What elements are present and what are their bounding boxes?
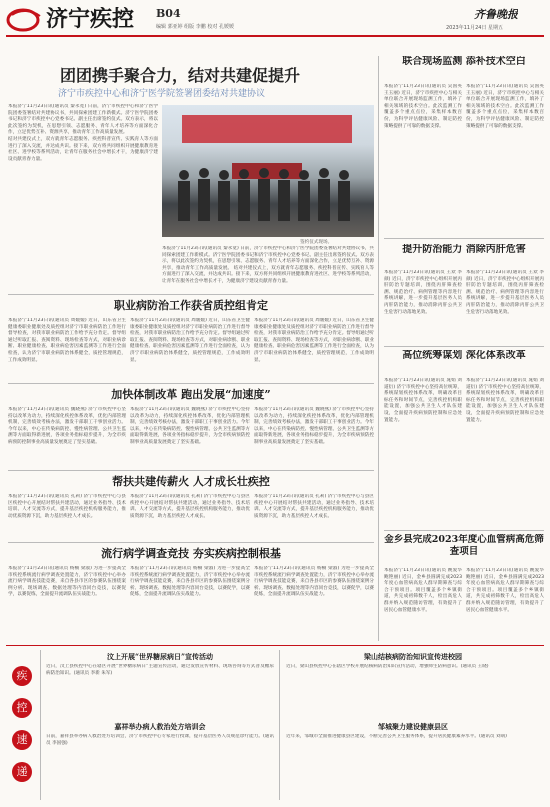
headline-field-monitoring: 联合现场监测 添补技术空白 (402, 56, 526, 67)
brief-title-char: 疾 (12, 666, 32, 686)
body-talent-cont: 本报济宁11月23日讯(通讯员 孔莉) 济宁市疾控中心与县区疾控中心开展结对帮扶共建活动，通过业务指导、技术培训、人才交流等方式，提升基层疾控机构服务能力，推动优质资源下沉，助力基层疾控人才成长。 (130, 494, 250, 519)
body-occupational-disease-cont2: 本报济宁11月23日讯(通讯员 周媛媛) 近日，山东省卫生健康委职业健康处及质控组对济宁市职业病防治工作进行督导检查，对我市职业病防治工作给予充分肯定。督导组通过听取汇报、查阅资料、现场检查等方式，对职业病诊断、职业健康检查、职业病危害因素监测等工作进行全面检查，认为济宁市职业病防治体系健全，质控管理规范，工作成效明显。 (254, 318, 374, 363)
brief-title-char: 控 (12, 698, 32, 718)
divider (384, 530, 544, 531)
brief-column (6, 645, 544, 803)
headline-system-reform: 高位统筹谋划 深化体系改革 (402, 350, 526, 361)
lead-headline: 团团携手聚合力，结对共建促提升 (60, 66, 301, 85)
masthead-rule (6, 35, 544, 37)
divider (8, 294, 374, 295)
body-talent-cont2: 本报济宁11月23日讯(通讯员 孔莉) 济宁市疾控中心与县区疾控中心开展结对帮扶共建活动，通过业务指导、技术培训、人才交流等方式，提升基层疾控机构服务能力，推动优质资源下沉，助力基层疾控人才成长。 (254, 494, 374, 519)
body-system-reform-cont: 本报济宁11月23日讯(通讯员 晁娟 刘道衍) 济宁市疾控中心坚持高位统筹，系统谋划疾控体系改革，明确改革目标任务和时间节点，完善疾控机构职能设置，加强公共卫生人才队伍建设，全面提升疾病预防控制和应急处置能力。 (466, 378, 544, 423)
brief-title-char: 递 (12, 762, 32, 782)
body-epidemiology: 本报济宁11月23日讯(通讯员 杨楠 梁淑) 为进一步提高全市疾控系统流行病学调查处置能力，济宁市疾控中心举办流行病学调查技能竞赛，来自各县市区的参赛队伍围绕案例分析、现场调查、数据处理等内容同台竞技，以赛促学，以赛促练，全面提升流调队伍实战能力。 (8, 566, 126, 598)
body-system-reform: 本报济宁11月23日讯(通讯员 晁娟 刘道衍) 济宁市疾控中心坚持高位统筹，系统谋划疾控体系改革，明确改革目标任务和时间节点，完善疾控机构职能设置，加强公共卫生人才队伍建设，全面提升疾病预防控制和应急处置能力。 (384, 378, 462, 423)
divider (8, 383, 374, 384)
paper-name: 齐鲁晚报 (474, 8, 518, 21)
headline-talent: 帮扶共建传薪火 人才成长壮疾控 (112, 475, 270, 488)
column-divider (378, 56, 379, 641)
brief-headline: 汶上开展“世界糖尿病日”宣传活动 (106, 652, 214, 661)
brief-body: 近年来，邹城市全面推进健康县区建设，不断完善公共卫生服务体系，提升居民健康素养水平。(通讯员 刘萌) (286, 734, 507, 739)
body-talent: 本报济宁11月23日讯(通讯员 孔莉) 济宁市疾控中心与县区疾控中心开展结对帮扶共建活动，通过业务指导、技术培训、人才交流等方式，提升基层疾控机构服务能力，推动优质资源下沉，助力基层疾控人才成长。 (8, 494, 126, 519)
body-occupational-disease-cont: 本报济宁11月23日讯(通讯员 周媛媛) 近日，山东省卫生健康委职业健康处及质控组对济宁市职业病防治工作进行督导检查，对我市职业病防治工作给予充分肯定。督导组通过听取汇报、查阅资料、现场检查等方式，对职业病诊断、职业健康检查、职业病危害因素监测等工作进行全面检查，认为济宁市职业病防治体系健全，质控管理规范，工作成效明显。 (130, 318, 250, 363)
brief-headline: 嘉祥举办病人救治处方培训会 (114, 722, 206, 731)
brief-divider (40, 650, 41, 800)
brief-headline: 邹城聚力建设健康县区 (378, 722, 448, 731)
editors-line: 编辑 郭亚婷 组版 李鹏 校对 孔媛媛 (156, 24, 234, 30)
lead-body: 本报济宁11月23日讯(通讯员 秦永宽) 日前，济宁市疾控中心和济宁医学院团委签署结对共建协议书，共同探索团建工作新模式。济宁医学院团委书记和济宁市疾控中心党委书记、副主任出席签约仪式。双方表示，将以此次签约为契机，在思想引领、志愿服务、青年人才培养等方面深化合作，立足优势互补、资源共享，推动青年工作高质量发展。 结对共建仪式上，双方就青年志愿服务、疾控科普宣传、实践育人等方面进行了深入交流，并达成共识。接下来，双方将共同组织开展健康教育进社区、进学校等系列活动，让青年在服务社会中增长才干，为健康济宁建设贡献青春力量。 (8, 104, 158, 162)
body-hepatitis-c-cont: 本报济宁11月23日讯(通讯员 王欢 李颜) 近日，济宁市疾控中心组织开展丙肝防治专题培训，围绕丙肝筛查检测、规范治疗、病例管理等内容进行系统讲解，进一步提升基层医务人员丙肝防治能力，推动消除丙肝公共卫生危害行动落地见效。 (466, 270, 544, 315)
brief-divider (279, 650, 280, 800)
headline-hepatitis-c: 提升防治能力 消除丙肝危害 (402, 244, 526, 255)
lead-photo-caption: 签约仪式现场。 (300, 240, 333, 245)
lead-subhead: 济宁市疾控中心和济宁医学院签署团委结对共建协议 (58, 89, 266, 99)
issue-date: 2023年11月24日 星期五 (446, 25, 504, 31)
body-field-monitoring-cont: 本报济宁11月23日讯(通讯员 吴国英 王玉丽) 近日，济宁市疾控中心与相关单位联合开展现场监测工作，填补了相关领域的技术空白。此次监测工作覆盖多个重点点位，采集样本数百份，为科学评估健康风险、制定防控策略提供了可靠的数据支撑。 (466, 84, 544, 129)
divider (8, 542, 374, 543)
divider (384, 238, 544, 239)
body-reform-cont: 本报济宁11月23日讯(通讯员 魏晓燕) 济宁市疾控中心坚持以改革为动力，持续深化疾控体系改革，优化内部管理机制，完善绩效考核办法，激发干部职工干事创业活力。今年以来，中心在传染病防控、慢性病管理、公共卫生监测等方面取得新进展，各项业务指标稳步提升，为全市疾病预防控制事业高质量发展奠定了坚实基础。 (130, 407, 250, 445)
brief-headline: 梁山结核病防治知识宣传进校园 (364, 652, 462, 661)
brief-column-title (12, 666, 34, 782)
page-number: B04 (156, 8, 181, 20)
brief-body: 近日，汶上县疾控中心在辖区开展“世界糖尿病日”主题宣传活动，通过发放宣传材料、现场咨询等方式普及糖尿病防治知识。(通讯员 李新 朱军) (46, 664, 274, 676)
headline-epidemiology: 流行病学调查竞技 夯实疾病控制根基 (101, 547, 281, 560)
headline-occupational-disease: 职业病防治工作获省质控组肯定 (114, 299, 268, 312)
body-hepatitis-c: 本报济宁11月23日讯(通讯员 王欢 李颜) 近日，济宁市疾控中心组织开展丙肝防治专题培训，围绕丙肝筛查检测、规范治疗、病例管理等内容进行系统讲解，进一步提升基层医务人员丙肝防治能力，推动消除丙肝公共卫生危害行动落地见效。 (384, 270, 462, 315)
headline-reform: 加快体制改革 跑出发展“加速度” (111, 388, 271, 401)
masthead-title: 济宁疾控 (46, 7, 135, 31)
body-jinxiang-screening: 本报济宁11月23日讯(通讯员 姚爱华 鲍艳丽) 近日，金乡县圆满完成2023年度心血管病高危人群早期筛查与综合干预项目。项目覆盖多个乡镇街道，共完成初筛数千人，检出高危人群并纳入规范随访管理，有效提升了居民心血管健康水平。 (384, 568, 462, 613)
brief-body: 近日，梁山县疾控中心在辖区学校开展结核病防治知识宣传活动，增强师生防病意识。(通讯员 王晓) (286, 664, 489, 669)
body-field-monitoring: 本报济宁11月23日讯(通讯员 吴国英 王玉丽) 近日，济宁市疾控中心与相关单位联合开展现场监测工作，填补了相关领域的技术空白。此次监测工作覆盖多个重点点位，采集样本数百份，为科学评估健康风险、制定防控策略提供了可靠的数据支撑。 (384, 84, 462, 129)
headline-jinxiang-screening: 金乡县完成2023年度心血管病高危筛查项目 (384, 534, 544, 557)
masthead (6, 4, 544, 36)
divider (384, 346, 544, 347)
body-epidemiology-cont: 本报济宁11月23日讯(通讯员 杨楠 梁淑) 为进一步提高全市疾控系统流行病学调查处置能力，济宁市疾控中心举办流行病学调查技能竞赛，来自各县市区的参赛队伍围绕案例分析、现场调查、数据处理等内容同台竞技，以赛促学，以赛促练，全面提升流调队伍实战能力。 (130, 566, 250, 598)
lead-photo (162, 105, 374, 237)
divider (8, 470, 374, 471)
body-reform: 本报济宁11月23日讯(通讯员 魏晓燕) 济宁市疾控中心坚持以改革为动力，持续深化疾控体系改革，优化内部管理机制，完善绩效考核办法，激发干部职工干事创业活力。今年以来，中心在传染病防控、慢性病管理、公共卫生监测等方面取得新进展，各项业务指标稳步提升，为全市疾病预防控制事业高质量发展奠定了坚实基础。 (8, 407, 126, 445)
body-jinxiang-screening-cont: 本报济宁11月23日讯(通讯员 姚爱华 鲍艳丽) 近日，金乡县圆满完成2023年度心血管病高危人群早期筛查与综合干预项目。项目覆盖多个乡镇街道，共完成初筛数千人，检出高危人群并纳入规范随访管理，有效提升了居民心血管健康水平。 (466, 568, 544, 613)
body-occupational-disease: 本报济宁11月23日讯(通讯员 周媛媛) 近日，山东省卫生健康委职业健康处及质控组对济宁市职业病防治工作进行督导检查，对我市职业病防治工作给予充分肯定。督导组通过听取汇报、查阅资料、现场检查等方式，对职业病诊断、职业健康检查、职业病危害因素监测等工作进行全面检查，认为济宁市职业病防治体系健全，质控管理规范，工作成效明显。 (8, 318, 126, 363)
brief-title-char: 速 (12, 730, 32, 750)
brief-body: 日前，嘉祥县举办病人救治处方培训会，济宁市疾控中心专家进行授课，提升基层医务人员规范诊疗能力。(通讯员 李国强) (46, 734, 274, 746)
body-epidemiology-cont2: 本报济宁11月23日讯(通讯员 杨楠 梁淑) 为进一步提高全市疾控系统流行病学调查处置能力，济宁市疾控中心举办流行病学调查技能竞赛，来自各县市区的参赛队伍围绕案例分析、现场调查、数据处理等内容同台竞技，以赛促学，以赛促练，全面提升流调队伍实战能力。 (254, 566, 374, 598)
body-reform-cont2: 本报济宁11月23日讯(通讯员 魏晓燕) 济宁市疾控中心坚持以改革为动力，持续深化疾控体系改革，优化内部管理机制，完善绩效考核办法，激发干部职工干事创业活力。今年以来，中心在传染病防控、慢性病管理、公共卫生监测等方面取得新进展，各项业务指标稳步提升，为全市疾病预防控制事业高质量发展奠定了坚实基础。 (254, 407, 374, 445)
lead-body-cont: 本报济宁11月23日讯(通讯员 秦永宽) 日前，济宁市疾控中心和济宁医学院团委签署结对共建协议书，共同探索团建工作新模式。济宁医学院团委书记和济宁市疾控中心党委书记、副主任出席签约仪式。双方表示，将以此次签约为契机，在思想引领、志愿服务、青年人才培养等方面深化合作，立足优势互补、资源共享，推动青年工作高质量发展。 结对共建仪式上，双方就青年志愿服务、疾控科普宣传、实践育人等方面进行了深入交流，并达成共识。接下来，双方将共同组织开展健康教育进社区、进学校等系列活动，让青年在服务社会中增长才干，为健康济宁建设贡献青春力量。 (162, 246, 374, 284)
masthead-logo-icon (6, 6, 44, 32)
